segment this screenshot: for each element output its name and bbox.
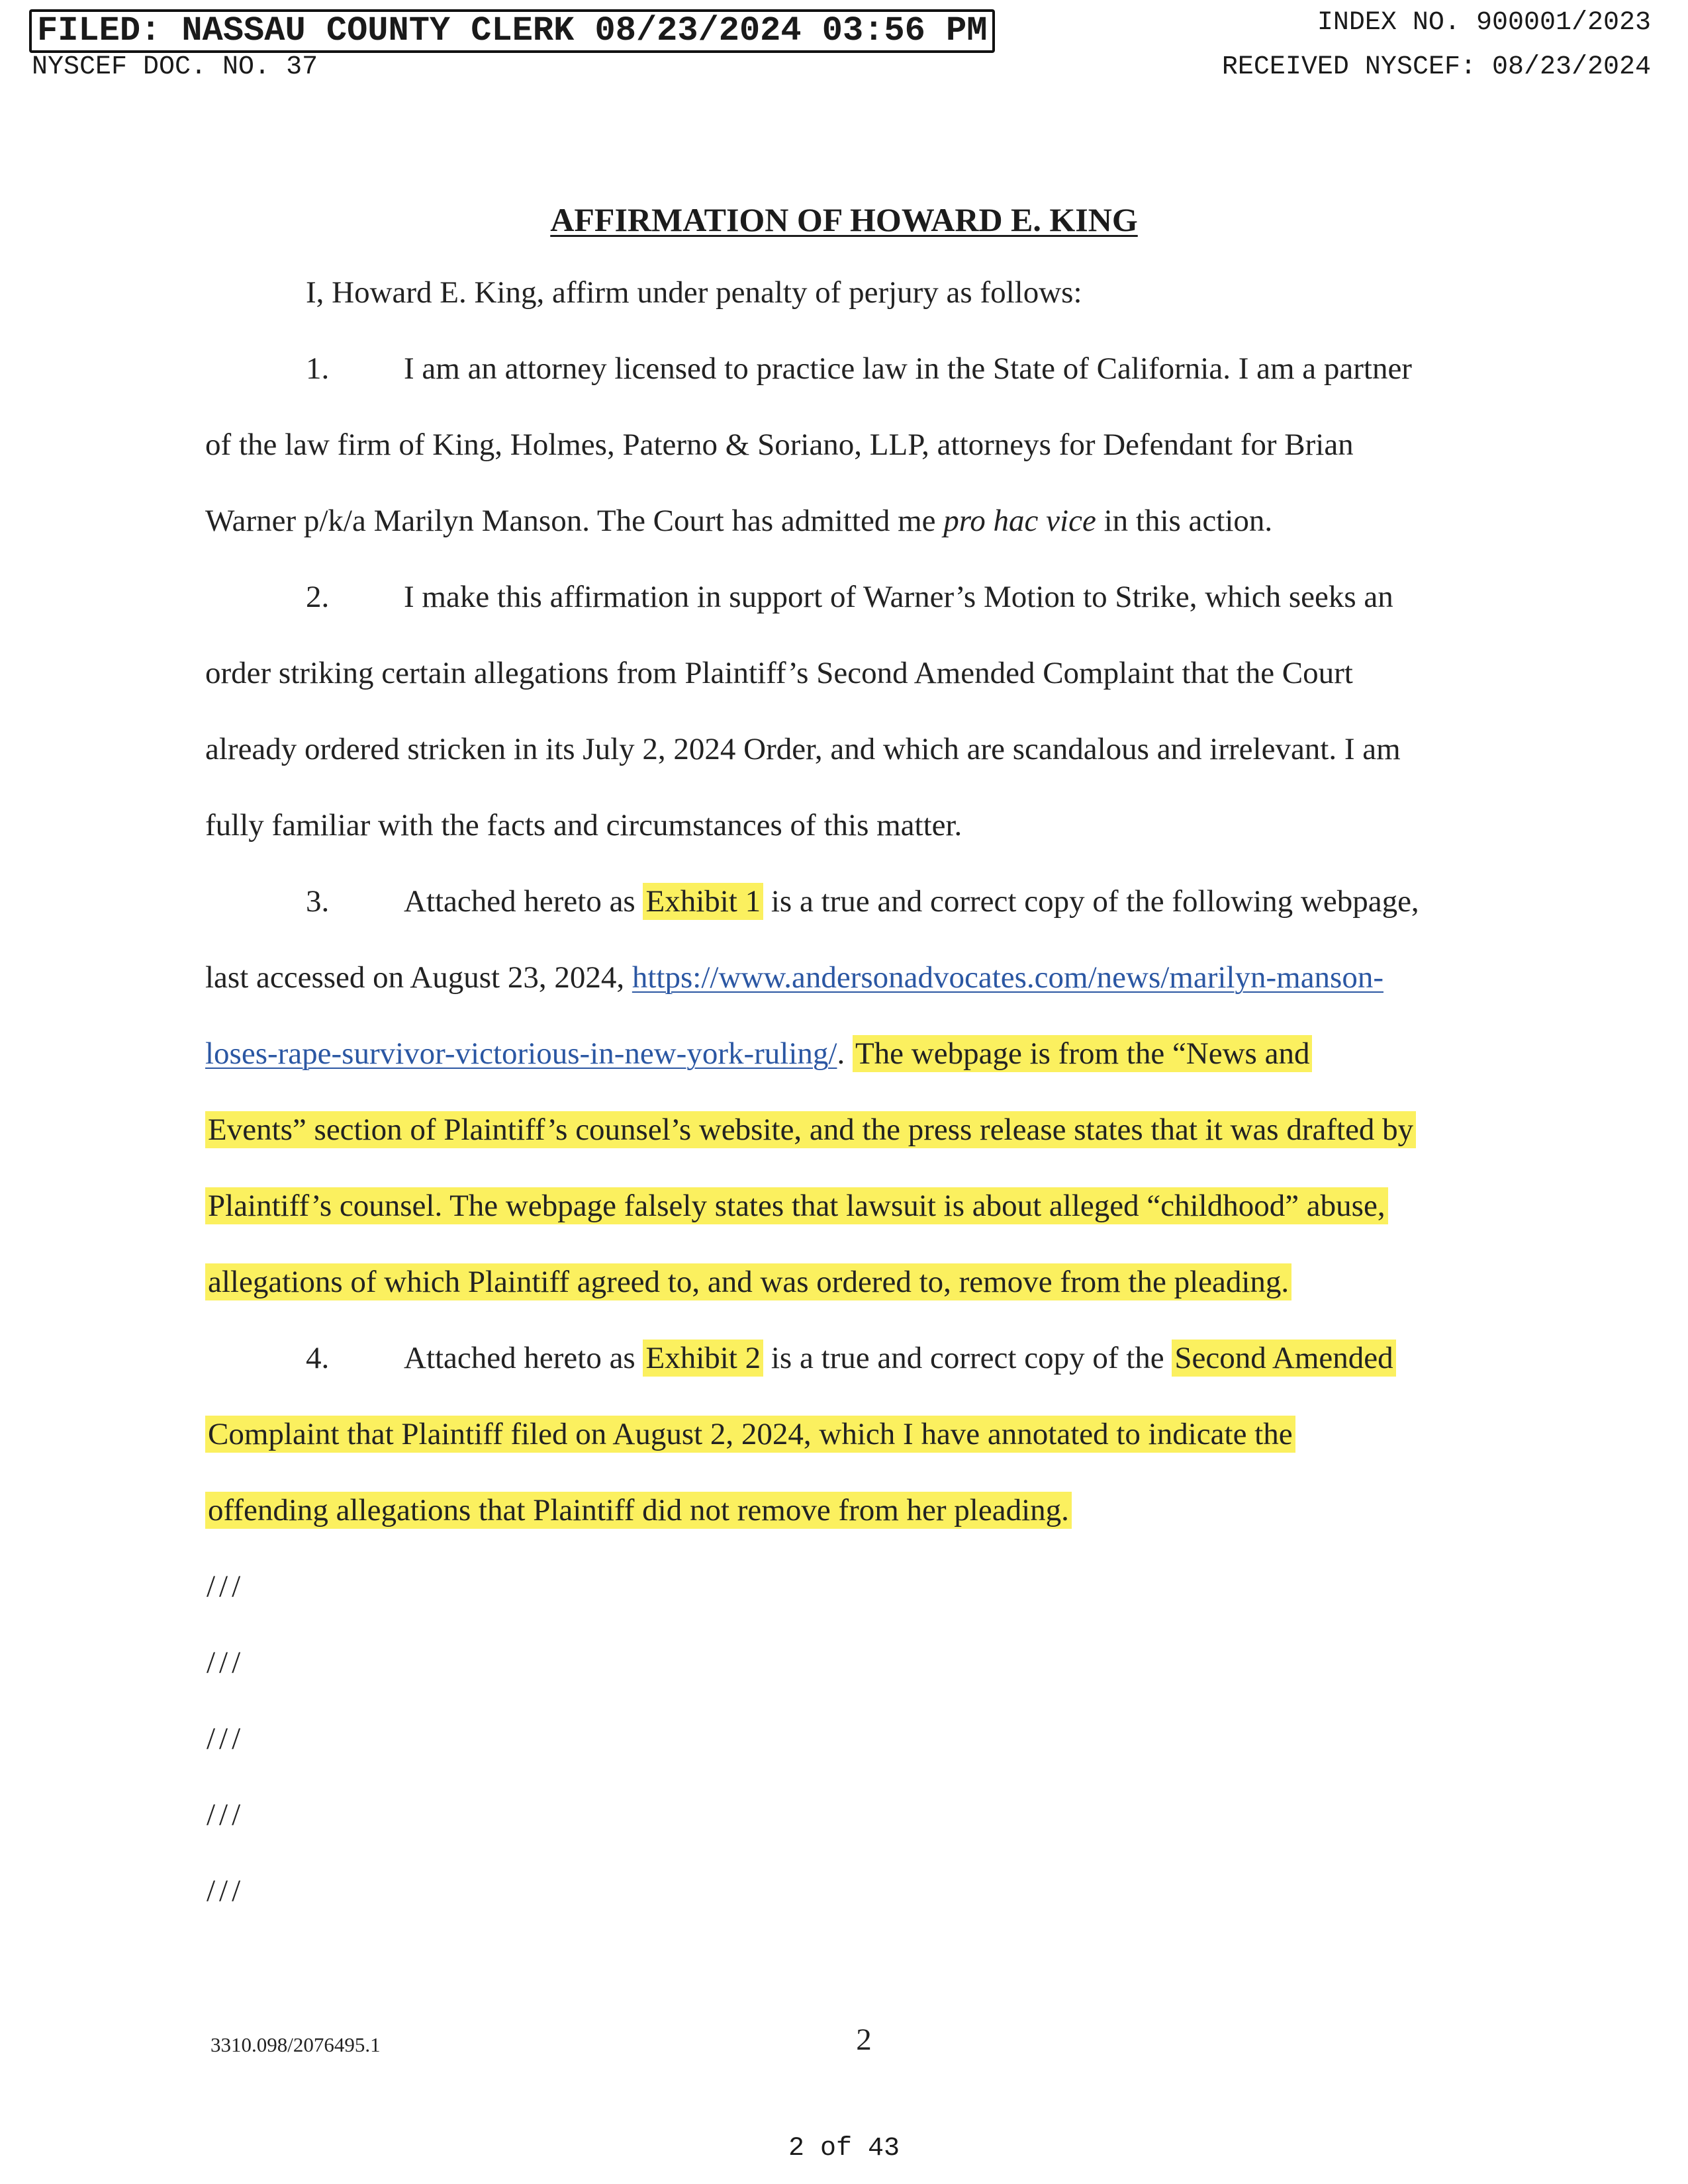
highlighted-text: allegations of which Plaintiff agreed to, and was ordered to, remove from the pleading. — [205, 1263, 1291, 1300]
paragraph-3-line-6 — [205, 1262, 1291, 1302]
continuation-mark: /// — [207, 1721, 245, 1756]
paragraph-text: Attached hereto as — [404, 1341, 643, 1375]
highlighted-text: The webpage is from the “News and — [853, 1035, 1312, 1072]
page-title: AFFIRMATION OF HOWARD E. KING — [550, 201, 1138, 238]
continuation-mark: /// — [207, 1797, 245, 1832]
paragraph-number: 1. — [306, 351, 330, 386]
continuation-mark: /// — [207, 1569, 245, 1604]
document-id: 3310.098/2076495.1 — [211, 2033, 381, 2056]
paragraph-number: 2. — [306, 580, 330, 614]
paragraph-number: 3. — [306, 884, 330, 919]
paragraph-1-line-1 — [306, 349, 1412, 388]
italic-term: pro hac vice — [943, 504, 1096, 538]
paragraph-1-line-3 — [205, 501, 1272, 541]
highlighted-exhibit-2: Exhibit 2 — [643, 1340, 763, 1377]
highlighted-text: offending allegations that Plaintiff did not remove from her pleading. — [205, 1492, 1072, 1529]
continuation-mark: /// — [207, 1874, 245, 1908]
paragraph-4-line-1 — [306, 1338, 1396, 1378]
paragraph-4-line-3 — [205, 1490, 1072, 1530]
paragraph-1-line-2: of the law firm of King, Holmes, Paterno & Soriano, LLP, attorneys for Defendant for Brian — [205, 428, 1354, 462]
continuation-mark: /// — [207, 1645, 245, 1680]
paragraph-text: is a true and correct copy of the following webpage, — [763, 884, 1419, 919]
webpage-link-part-2[interactable]: loses-rape-survivor-victorious-in-new-york-ruling/ — [205, 1036, 837, 1071]
page-number: 2 — [856, 2023, 872, 2057]
intro-line: I, Howard E. King, affirm under penalty of perjury as follows: — [306, 275, 1082, 310]
paragraph-text: I am an attorney licensed to practice law in the State of California. I am a partner — [404, 351, 1412, 386]
webpage-link-part-1[interactable]: https://www.andersonadvocates.com/news/marilyn-manson- — [632, 960, 1383, 995]
paragraph-text: I make this affirmation in support of Warner’s Motion to Strike, which seeks an — [404, 580, 1393, 614]
paragraph-2-line-3: already ordered stricken in its July 2, 2024 Order, and which are scandalous and irrelevant. I am — [205, 732, 1401, 766]
paragraph-text: last accessed on August 23, 2024, — [205, 960, 632, 995]
highlighted-text: Second Amended — [1172, 1340, 1395, 1377]
highlighted-text: Complaint that Plaintiff filed on August 2, 2024, which I have annotated to indicate the — [205, 1416, 1295, 1453]
highlighted-text: Events” section of Plaintiff’s counsel’s website, and the press release states that it was drafted by — [205, 1111, 1416, 1148]
paragraph-3-line-2 — [205, 958, 1383, 997]
paragraph-2-line-2: order striking certain allegations from Plaintiff’s Second Amended Complaint that the Court — [205, 656, 1353, 690]
page-count: 2 of 43 — [788, 2134, 900, 2163]
paragraph-text: Attached hereto as — [404, 884, 643, 919]
paragraph-3-line-4 — [205, 1110, 1416, 1150]
paragraph-3-line-5 — [205, 1186, 1388, 1226]
paragraph-3-line-3 — [205, 1034, 1312, 1073]
index-number: INDEX NO. 900001/2023 — [1317, 8, 1651, 38]
paragraph-3-line-1 — [306, 882, 1419, 921]
paragraph-2-line-1 — [306, 577, 1393, 617]
paragraph-text: . — [837, 1036, 853, 1071]
received-date: RECEIVED NYSCEF: 08/23/2024 — [1221, 52, 1651, 82]
paragraph-text: is a true and correct copy of the — [763, 1341, 1172, 1375]
paragraph-2-line-4: fully familiar with the facts and circumstances of this matter. — [205, 808, 962, 842]
nyscef-doc-number: NYSCEF DOC. NO. 37 — [32, 52, 318, 82]
highlighted-exhibit-1: Exhibit 1 — [643, 883, 763, 920]
paragraph-text: in this action. — [1096, 504, 1273, 538]
filed-stamp: FILED: NASSAU COUNTY CLERK 08/23/2024 03:56 PM — [29, 9, 995, 53]
paragraph-text: Warner p/k/a Marilyn Manson. The Court has admitted me — [205, 504, 944, 538]
paragraph-number: 4. — [306, 1341, 330, 1375]
highlighted-text: Plaintiff’s counsel. The webpage falsely states that lawsuit is about alleged “childhood” abuse, — [205, 1187, 1388, 1224]
paragraph-4-line-2 — [205, 1414, 1295, 1454]
